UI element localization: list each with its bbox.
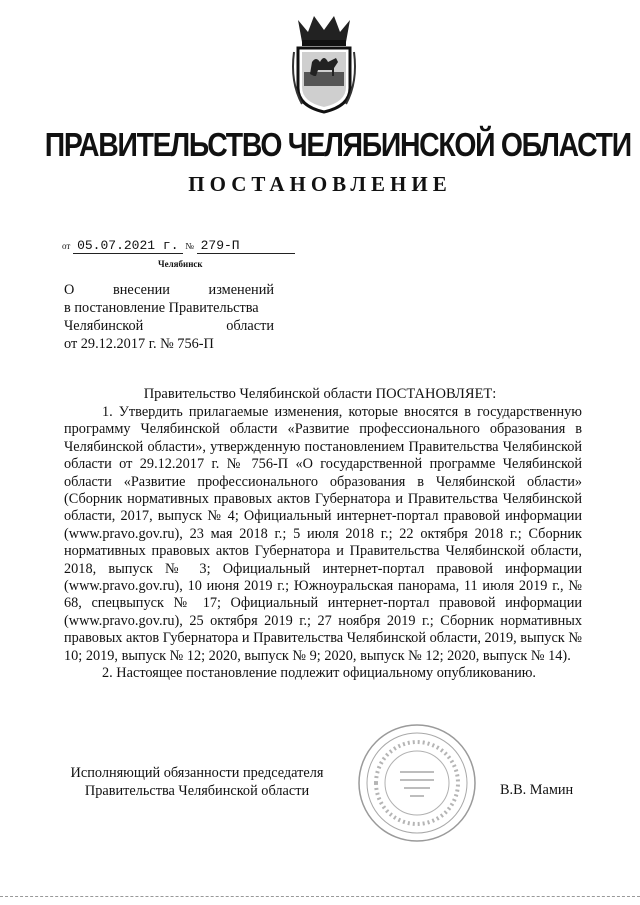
- dateline: [62, 238, 295, 254]
- subject-line: О внесении изменений: [64, 282, 274, 298]
- coat-of-arms-icon: [288, 12, 360, 116]
- official-seal-icon: [356, 722, 478, 844]
- date-from-label: от: [62, 241, 71, 251]
- government-title: ПРАВИТЕЛЬСТВО ЧЕЛЯБИНСКОЙ ОБЛАСТИ: [44, 126, 631, 163]
- document-body: [64, 404, 582, 683]
- document-subject: [64, 281, 274, 353]
- paragraph-2: 2. Настоящее постановление подлежит официальному опубликованию.: [102, 665, 537, 682]
- position-line: Исполняющий обязанности председателя: [70, 765, 324, 781]
- resolves-statement: Правительство Челябинской области ПОСТАНОВЛЯЕТ:: [143, 386, 497, 402]
- subject-line: в постановление Правительства: [64, 300, 259, 316]
- page-edge: [0, 896, 640, 897]
- subject-line: Челябинской области: [64, 318, 274, 334]
- paragraph-1: 1. Утвердить прилагаемые изменения, которые вносятся в государственную программу Челябинской области «Развитие профессионального образования в Челябинской области», утвержденную постановлением Правительства Челябинской области от 29.12.2017 г. № 756-П «О государственной программе Челябинской области «Развитие профессионального образования в Челябинской области» (Сборник нормативных правовых актов Губернатора и Правительства Челябинской области, 2017, выпуск № 4; Официальный интернет-портал правовой информации (www.pravo.gov.ru), 23 мая 2018 г.; 5 июля 2018 г.; 22 октября 2018 г.; Сборник нормативных правовых актов Губернатора и Правительства Челябинской области, 2018, выпуск № 3; Официальный интернет-портал правовой информации (www.pravo.gov.ru), 10 июня 2019 г.; Южноуральская панорама, 11 июля 2019 г., № 68, спецвыпуск № 17; Официальный интернет-портал правовой информации (www.pravo.gov.ru), 25 октября 2019 г.; 27 ноября 2019 г.; Сборник нормативных правовых актов Губернатора и Правительства Челябинской области, 2019, выпуск № 10; 2019, выпуск № 12; 2020, выпуск № 9; 2020, выпуск № 12; 2020, выпуск № 14).: [64, 404, 582, 664]
- document-number: 279-П: [197, 238, 295, 254]
- signatory-position: [62, 764, 332, 800]
- document-type-title: ПОСТАНОВЛЕНИЕ: [188, 172, 452, 196]
- signatory-name: В.В. Мамин: [500, 782, 574, 798]
- document-date: 05.07.2021 г.: [73, 238, 182, 254]
- city-label: Челябинск: [158, 259, 203, 269]
- subject-line: от 29.12.2017 г. № 756-П: [64, 336, 214, 352]
- number-label: №: [185, 241, 194, 251]
- position-line: Правительства Челябинской области: [84, 783, 310, 799]
